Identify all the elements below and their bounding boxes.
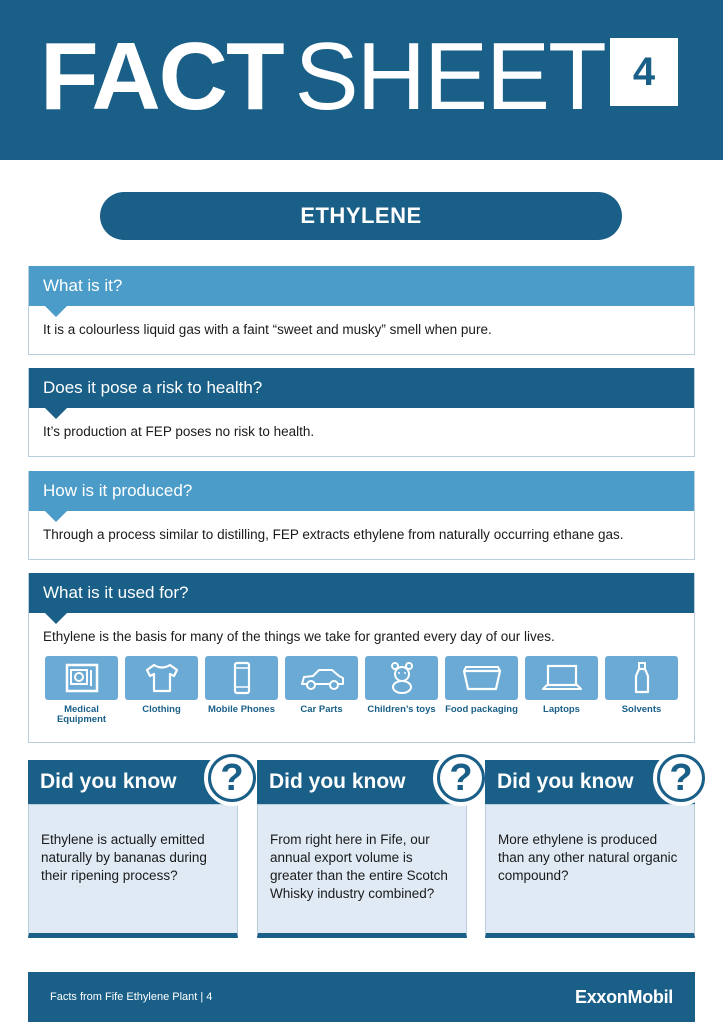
solvent-bottle-icon [605,656,678,700]
title-light: SHEET [294,23,605,130]
use-label: Medical Equipment [56,704,107,725]
did-you-know-heading: Did you know [485,760,695,804]
use-label: Mobile Phones [207,704,276,715]
did-you-know-card [485,757,695,938]
footer-text: Facts from Fife Ethylene Plant | 4 [50,991,213,1003]
use-item [285,656,358,725]
did-you-know-fact: From right here in Fife, our annual export volume is greater than the entire Scotch Whisky industry combined? [257,804,467,938]
section-health-risk [28,368,695,457]
footer-bar [28,972,695,1022]
page-title [40,22,605,132]
did-you-know-heading: Did you know [28,760,238,804]
did-you-know-heading: Did you know [257,760,467,804]
section-heading: What is it? [29,266,694,306]
toy-icon [365,656,438,700]
section-body: Through a process similar to distilling, FEP extracts ethylene from naturally occurring ethane gas. [29,511,694,559]
exxonmobil-logo: ExxonMobil [574,986,673,1007]
car-icon [285,656,358,700]
section-body: It is a colourless liquid gas with a faint “sweet and musky” smell when pure. [29,306,694,354]
topic-title: ETHYLENE [100,192,622,240]
clothing-icon [125,656,198,700]
use-item [605,656,678,725]
section-body: It’s production at FEP poses no risk to health. [29,408,694,456]
section-what-is-it [28,266,695,355]
mobile-phone-icon [205,656,278,700]
question-mark-icon: ? [653,750,709,806]
question-mark-icon: ? [204,750,260,806]
section-heading: How is it produced? [29,471,694,511]
use-item [45,656,118,725]
use-label: Car Parts [300,704,343,715]
use-item [205,656,278,725]
use-label: Laptops [543,704,580,715]
use-label: Food packaging [445,704,518,715]
sheet-number: 4 [610,38,678,106]
header-banner [0,0,723,160]
uses-icon-row [29,656,694,725]
section-heading: What is it used for? [29,573,694,613]
food-packaging-icon [445,656,518,700]
medical-equipment-icon [45,656,118,700]
section-how-produced [28,471,695,560]
section-body: Ethylene is the basis for many of the things we take for granted every day of our lives. [29,613,694,644]
section-uses [28,573,695,743]
did-you-know-fact: More ethylene is produced than any other natural organic compound? [485,804,695,938]
use-item [525,656,598,725]
use-item [365,656,438,725]
use-label: Clothing [142,704,181,715]
use-label: Solvents [621,704,662,715]
did-you-know-card [257,757,473,938]
section-heading: Does it pose a risk to health? [29,368,694,408]
laptop-icon [525,656,598,700]
use-item [125,656,198,725]
did-you-know-fact: Ethylene is actually emitted naturally by bananas during their ripening process? [28,804,238,938]
question-mark-icon: ? [433,750,489,806]
did-you-know-card [28,757,244,938]
title-bold: FACT [40,23,283,130]
use-label: Children’s toys [367,704,436,715]
use-item [445,656,518,725]
